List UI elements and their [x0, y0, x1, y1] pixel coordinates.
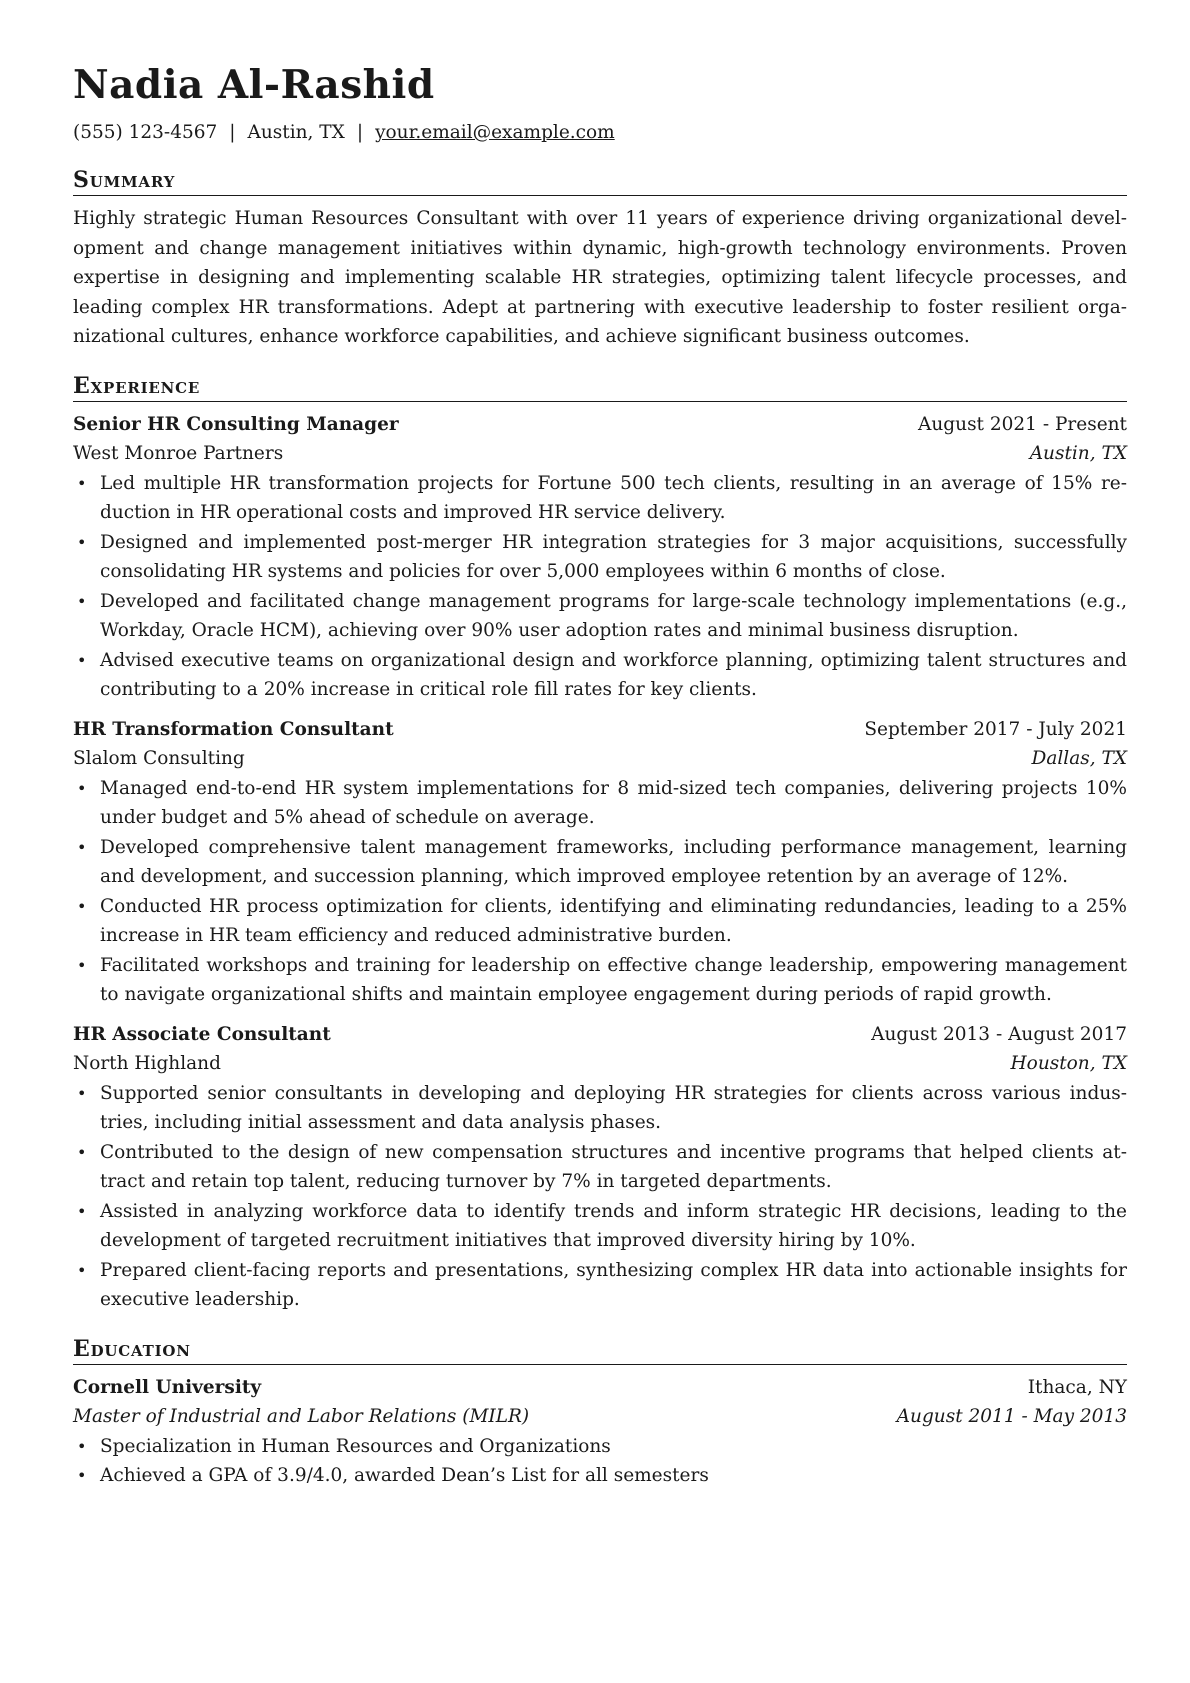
job-location: Dallas, TX — [1031, 748, 1127, 769]
bullet-item: • Conducted HR process optimization for clients, identifying and eliminating redundancies, leading to a 25% increase in HR team efficiency and reduced administrative burden. — [73, 892, 1127, 951]
education-header — [73, 1373, 1127, 1403]
candidate-name: Nadia Al-Rashid — [73, 62, 435, 108]
contact-line — [73, 120, 1127, 146]
education-section — [73, 1335, 1127, 1491]
summary-section — [73, 166, 1127, 352]
job-entry — [73, 715, 1127, 1010]
education-dates: August 2011 - May 2013 — [896, 1406, 1127, 1427]
company-name: North Highland — [73, 1053, 221, 1074]
bullet-item: • Designed and implemented post-merger HR integration strategies for 3 major acquisitions, successfully consolidating HR systems and policies for over 5,000 employees within 6 months of close. — [73, 528, 1127, 587]
job-header — [73, 1020, 1127, 1050]
job-dates: August 2021 - Present — [918, 413, 1127, 435]
summary-heading: Summary — [73, 166, 1127, 196]
email-link[interactable]: your.email@example.com — [375, 122, 615, 143]
bullet-item: • Supported senior consultants in developing and deploying HR strategies for clients across various industries, including initial assessment and data analysis phases. — [73, 1079, 1127, 1138]
job-dates: August 2013 - August 2017 — [871, 1023, 1127, 1045]
job-subheader — [73, 439, 1127, 469]
job-title: HR Transformation Consultant — [73, 718, 394, 740]
job-title: HR Associate Consultant — [73, 1023, 331, 1045]
education-bullets — [73, 1432, 1127, 1491]
job-bullets — [73, 774, 1127, 1010]
job-subheader — [73, 744, 1127, 774]
contact-separator: | — [229, 122, 236, 143]
bullet-item: • Advised executive teams on organizational design and workforce planning, optimizing talent structures and contributing to a 20% increase in critical role fill rates for key clients. — [73, 646, 1127, 705]
bullet-item: • Led multiple HR transformation projects for Fortune 500 tech clients, resulting in an average of 15% reduction in HR operational costs and improved HR service delivery. — [73, 469, 1127, 528]
job-bullets — [73, 1079, 1127, 1315]
bullet-item: • Facilitated workshops and training for leadership on effective change leadership, empowering management to navigate organizational shifts and maintain employee engagement during periods of rapid growth. — [73, 951, 1127, 1010]
job-header — [73, 410, 1127, 440]
job-header — [73, 715, 1127, 745]
job-location: Austin, TX — [1029, 443, 1127, 464]
job-title: Senior HR Consulting Manager — [73, 413, 399, 435]
school-name: Cornell University — [73, 1376, 262, 1398]
education-heading: Education — [73, 1335, 1127, 1365]
phone-number: (555) 123-4567 — [73, 122, 218, 143]
bullet-item: • Contributed to the design of new compensation structures and incentive programs that helped clients attract and retain top talent, reducing turnover by 7% in targeted departments. — [73, 1138, 1127, 1197]
job-bullets — [73, 469, 1127, 705]
bullet-item: • Assisted in analyzing workforce data to identify trends and inform strategic HR decisions, leading to the development of targeted recruitment initiatives that improved diversity hiring by 10%. — [73, 1197, 1127, 1256]
experience-section — [73, 372, 1127, 1315]
location: Austin, TX — [247, 122, 345, 143]
bullet-item: • Specialization in Human Resources and Organizations — [73, 1432, 1127, 1462]
degree-name: Master of Industrial and Labor Relations (MILR) — [73, 1406, 530, 1427]
company-name: West Monroe Partners — [73, 443, 284, 464]
resume-page — [73, 58, 1127, 1491]
school-location: Ithaca, NY — [1027, 1376, 1127, 1398]
job-entry — [73, 1020, 1127, 1315]
bullet-item: • Developed comprehensive talent management frameworks, including performance management, learning and development, and succession planning, which improved employee retention by an average of 12%. — [73, 833, 1127, 892]
bullet-item: • Managed end-to-end HR system implementations for 8 mid-sized tech companies, delivering projects 10% under budget and 5% ahead of schedule on average. — [73, 774, 1127, 833]
bullet-item: • Developed and facilitated change management programs for large-scale technology implementations (e.g., Workday, Oracle HCM), achieving over 90% user adoption rates and minimal business disruption. — [73, 587, 1127, 646]
bullet-item: • Prepared client-facing reports and presentations, synthesizing complex HR data into actionable insights for executive leadership. — [73, 1256, 1127, 1315]
job-subheader — [73, 1049, 1127, 1079]
job-location: Houston, TX — [1010, 1053, 1127, 1074]
job-entry — [73, 410, 1127, 705]
job-dates: September 2017 - July 2021 — [864, 718, 1127, 740]
company-name: Slalom Consulting — [73, 748, 245, 769]
bullet-item: • Achieved a GPA of 3.9/4.0, awarded Dean’s List for all semesters — [73, 1461, 1127, 1491]
summary-text: Highly strategic Human Resources Consultant with over 11 years of experience driving organizational development and change management initiatives within dynamic, high-growth technology environments. Proven expertise in designing and implementing scalable HR strategies, optimizing talent lifecycle processes, and leading complex HR transformations. Adept at partnering with executive leadership to foster resilient organizational cultures, enhance workforce capabilities, and achieve significant business outcomes. — [73, 208, 1127, 347]
education-subheader — [73, 1402, 1127, 1432]
contact-separator: | — [356, 122, 364, 143]
experience-heading: Experience — [73, 372, 1127, 402]
education-entry — [73, 1373, 1127, 1491]
